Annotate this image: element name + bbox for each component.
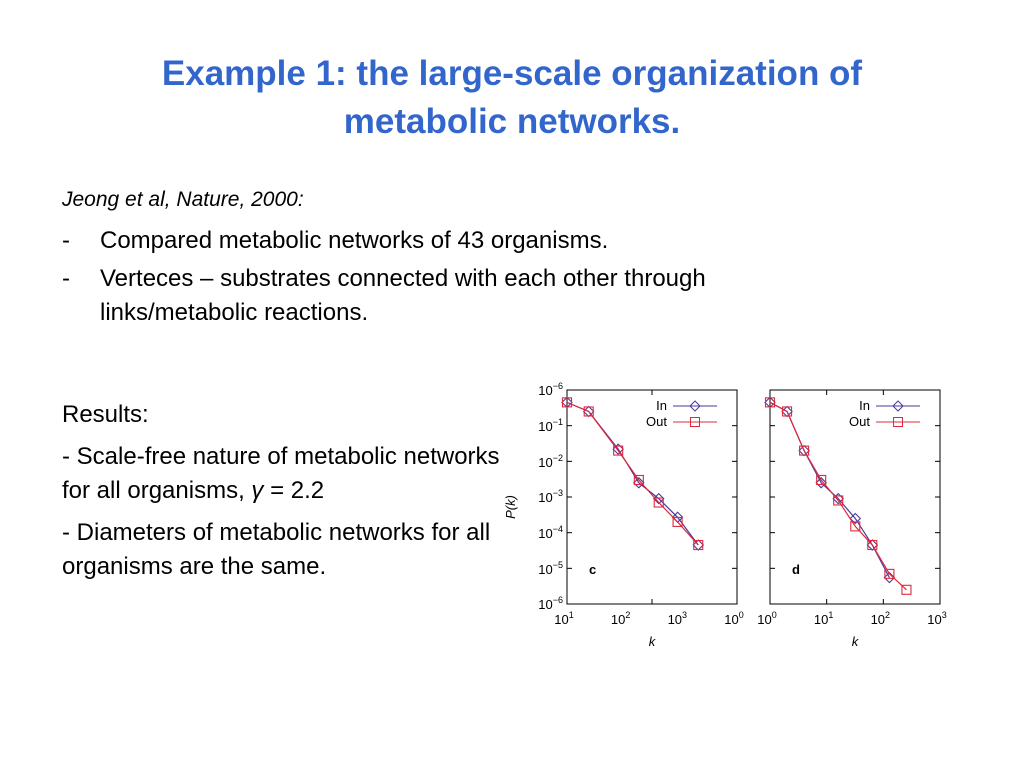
x-tick-label: $10^3$ bbox=[927, 610, 947, 627]
bullet-item bbox=[62, 224, 862, 258]
y-tick-label: $10^{-5}$ bbox=[538, 560, 563, 577]
bullet-list bbox=[62, 224, 862, 334]
panel-label: d bbox=[792, 562, 800, 577]
x-axis-label: k bbox=[648, 634, 656, 649]
panel-label: c bbox=[589, 562, 597, 577]
legend-label: In bbox=[656, 398, 667, 413]
x-tick-label: $10^2$ bbox=[610, 610, 631, 627]
x-tick-label: $10^2$ bbox=[870, 610, 891, 627]
y-tick-label: $10^{-3}$ bbox=[538, 488, 563, 505]
y-tick-label: $10^{-6}$ bbox=[538, 595, 563, 612]
y-tick-label: $10^{-6}$ bbox=[538, 381, 563, 398]
x-tick-label: $10^0$ bbox=[757, 610, 777, 627]
legend-label: Out bbox=[646, 414, 667, 429]
bullet-marker: - bbox=[62, 265, 70, 292]
bullet-item bbox=[62, 262, 862, 330]
bullet-text: Compared metabolic networks of 43 organisms. bbox=[100, 227, 609, 254]
citation: Jeong et al, Nature, 2000: bbox=[62, 188, 304, 211]
legend-label: Out bbox=[849, 414, 870, 429]
result-value: = 2.2 bbox=[263, 477, 325, 504]
y-tick-label: $10^{-2}$ bbox=[538, 453, 563, 470]
result-diameters: - Diameters of metabolic networks for all organisms are the same. bbox=[62, 519, 491, 580]
title-line-2: metabolic networks. bbox=[343, 102, 681, 141]
results-heading: Results: bbox=[62, 401, 149, 428]
bullet-marker: - bbox=[62, 227, 70, 254]
x-tick-label: $10^1$ bbox=[554, 610, 574, 627]
degree-distribution-charts bbox=[500, 370, 960, 660]
x-tick-label: $10^1$ bbox=[813, 610, 834, 627]
y-tick-label: $10^{-1}$ bbox=[538, 417, 563, 434]
results-section bbox=[62, 398, 502, 592]
title-line-1: Example 1: the large-scale organization of bbox=[161, 54, 863, 93]
x-axis-label: k bbox=[851, 634, 859, 649]
result-scale-free bbox=[62, 440, 502, 508]
y-tick-label: $10^{-4}$ bbox=[538, 524, 563, 541]
x-tick-label: $10^3$ bbox=[667, 610, 688, 627]
bullet-text: Verteces – substrates connected with each other through links/metabolic reactions. bbox=[100, 265, 706, 326]
gamma-symbol: γ bbox=[251, 477, 264, 504]
y-axis-label: P(k) bbox=[503, 495, 518, 519]
x-tick-label: $10^0$ bbox=[724, 610, 744, 627]
legend-label: In bbox=[859, 398, 870, 413]
result-text: - Scale-free nature of metabolic networks for all organisms, bbox=[62, 443, 500, 504]
slide-title bbox=[40, 50, 984, 146]
